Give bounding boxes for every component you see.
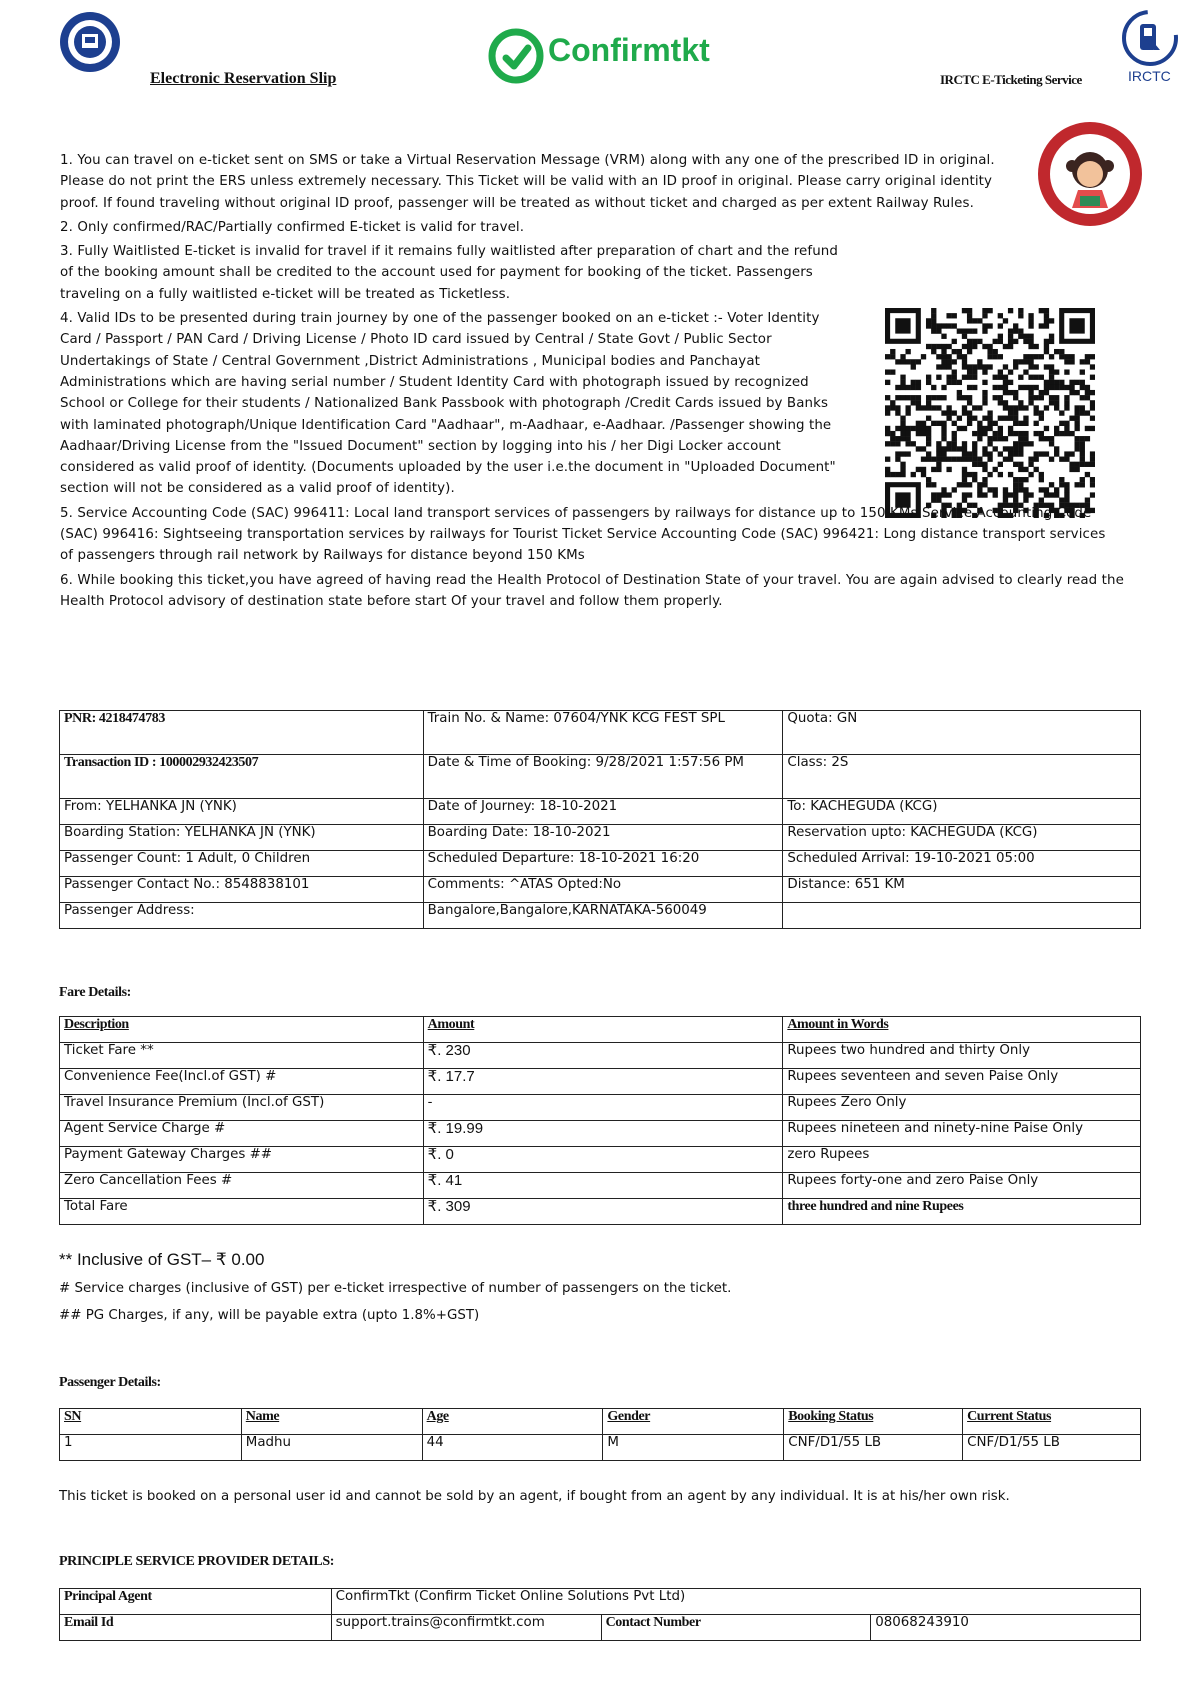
page-title: Electronic Reservation Slip	[150, 70, 337, 87]
instructions	[60, 150, 1150, 615]
brand-name: Confirmtkt	[548, 32, 710, 68]
contact-number-value: 08068243910	[871, 1615, 1141, 1641]
fare-table	[59, 1016, 1141, 1225]
irctc-logo	[1120, 8, 1180, 88]
irctc-label: IRCTC	[1128, 68, 1171, 84]
passenger-age: 44	[422, 1435, 603, 1461]
service-charge-note: # Service charges (inclusive of GST) per e-ticket irrespective of number of passengers on the ticket.	[59, 1281, 732, 1296]
departure: Scheduled Departure: 18-10-2021 16:20	[423, 851, 783, 877]
note-3: 3. Fully Waitlisted E-ticket is invalid for travel if it remains fully waitlisted after preparation of chart and the refund of the booking amount shall be credited to the account used for payment for booking of the ticket. Passengers traveling on a fully waitlisted e-ticket will be treated as Ticketless.	[60, 244, 838, 302]
booking-time: Date & Time of Booking: 9/28/2021 1:57:56 PM	[423, 755, 783, 799]
passenger-title: Passenger Details:	[59, 1375, 161, 1390]
passenger-name: Madhu	[241, 1435, 422, 1461]
provider-title: PRINCIPLE SERVICE PROVIDER DETAILS:	[59, 1554, 335, 1569]
booking-status: CNF/D1/55 LB	[784, 1435, 963, 1461]
principal-agent-label: Principal Agent	[60, 1589, 332, 1615]
fare-header-amount: Amount	[423, 1017, 783, 1043]
provider-table	[59, 1588, 1141, 1641]
total-fare-label: Total Fare	[60, 1199, 424, 1225]
fare-words: Rupees forty-one and zero Paise Only	[783, 1173, 1141, 1199]
indian-railways-logo	[58, 10, 122, 74]
passenger-header-current-status: Current Status	[963, 1409, 1141, 1435]
pnr: PNR: 4218474783	[60, 711, 424, 755]
contact-number-label: Contact Number	[601, 1615, 871, 1641]
fare-words: Rupees nineteen and ninety-nine Paise Only	[783, 1121, 1141, 1147]
journey-table	[59, 710, 1141, 929]
journey-date: Date of Journey: 18-10-2021	[423, 799, 783, 825]
from: From: YELHANKA JN (YNK)	[60, 799, 424, 825]
address-label: Passenger Address:	[60, 903, 424, 929]
fare-title: Fare Details:	[59, 985, 131, 1000]
fare-header-words: Amount in Words	[783, 1017, 1141, 1043]
comments: Comments: ^ATAS Opted:No	[423, 877, 783, 903]
fare-words: zero Rupees	[783, 1147, 1141, 1173]
fare-description: Payment Gateway Charges ##	[60, 1147, 424, 1173]
total-fare-words: three hundred and nine Rupees	[783, 1199, 1141, 1225]
note-2: 2. Only confirmed/RAC/Partially confirmed E-ticket is valid for travel.	[60, 219, 525, 235]
email-value: support.trains@confirmtkt.com	[331, 1615, 601, 1641]
passenger-header-name: Name	[241, 1409, 422, 1435]
contact-number: Passenger Contact No.: 8548838101	[60, 877, 424, 903]
boarding-date: Boarding Date: 18-10-2021	[423, 825, 783, 851]
note-1: 1. You can travel on e-ticket sent on SMS or take a Virtual Reservation Message (VRM) along with any one of the prescribed ID in original. Please do not print the ERS unless extremely necessary. This Ticket will be valid with an ID proof in original. Please carry original identity proof. If found traveling without original ID proof, passenger will be treated as without ticket and charged as per extent Railway Rules.	[60, 153, 995, 211]
fare-amount: ₹. 19.99	[423, 1121, 783, 1147]
passenger-header-booking-status: Booking Status	[784, 1409, 963, 1435]
fare-amount: ₹. 17.7	[423, 1069, 783, 1095]
fare-words: Rupees seventeen and seven Paise Only	[783, 1069, 1141, 1095]
quota: Quota: GN	[783, 711, 1141, 755]
fare-words: Rupees Zero Only	[783, 1095, 1141, 1121]
fare-words: Rupees two hundred and thirty Only	[783, 1043, 1141, 1069]
transaction-id: Transaction ID : 100002932423507	[60, 755, 424, 799]
disclaimer: This ticket is booked on a personal user id and cannot be sold by an agent, if bought from an agent by any individual. It is at his/her own risk.	[59, 1489, 1010, 1504]
service-label: IRCTC E-Ticketing Service	[940, 72, 1082, 87]
total-fare-amount: ₹. 309	[423, 1199, 783, 1225]
boarding-station: Boarding Station: YELHANKA JN (YNK)	[60, 825, 424, 851]
distance: Distance: 651 KM	[783, 877, 1141, 903]
passenger-sn: 1	[60, 1435, 242, 1461]
passenger-header-age: Age	[422, 1409, 603, 1435]
fare-amount: -	[423, 1095, 783, 1121]
address: Bangalore,Bangalore,KARNATAKA-560049	[423, 903, 783, 929]
current-status: CNF/D1/55 LB	[963, 1435, 1141, 1461]
confirmtkt-logo	[488, 26, 718, 86]
pg-charge-note: ## PG Charges, if any, will be payable extra (upto 1.8%+GST)	[59, 1308, 480, 1323]
passenger-header-gender: Gender	[603, 1409, 784, 1435]
class: Class: 2S	[783, 755, 1141, 799]
fare-description: Travel Insurance Premium (Incl.of GST)	[60, 1095, 424, 1121]
empty-cell	[783, 903, 1141, 929]
note-4: 4. Valid IDs to be presented during train journey by one of the passenger booked on an e-ticket :- Voter Identity Card / Passport / PAN Card / Driving License / Photo ID card issued by Central / State Govt / Public Sector Undertakings of State / Central Government ,District Administrations , Municipal bodies and Panchayat Administrations which are having serial number / Student Identity Card with photograph issued by recognized School or College for their students / Nationalized Bank Passbook with photograph /Credit Cards issued by Banks with laminated photograph/Unique Identification Card "Aadhaar", m-Aadhaar, e-Aadhaar. /Passenger showing the Aadhaar/Driving License from the "Issued Document" section by logging into his / her Digi Locker account considered as valid proof of identity. (Documents uploaded by the user i.e.the document in "Uploaded Document" section will not be considered as a valid proof of identity).	[60, 311, 836, 497]
arrival: Scheduled Arrival: 19-10-2021 05:00	[783, 851, 1141, 877]
train-name: Train No. & Name: 07604/YNK KCG FEST SPL	[423, 711, 783, 755]
gst-note: ** Inclusive of GST– ₹ 0.00	[59, 1250, 265, 1269]
fare-amount: ₹. 41	[423, 1173, 783, 1199]
fare-description: Agent Service Charge #	[60, 1121, 424, 1147]
fare-amount: ₹. 230	[423, 1043, 783, 1069]
passenger-header-sn: SN	[60, 1409, 242, 1435]
fare-description: Convenience Fee(Incl.of GST) #	[60, 1069, 424, 1095]
fare-header-description: Description	[60, 1017, 424, 1043]
email-label: Email Id	[60, 1615, 332, 1641]
reservation-upto: Reservation upto: KACHEGUDA (KCG)	[783, 825, 1141, 851]
fare-amount: ₹. 0	[423, 1147, 783, 1173]
principal-agent-value: ConfirmTkt (Confirm Ticket Online Solutions Pvt Ltd)	[331, 1589, 1140, 1615]
table-row	[60, 1435, 1141, 1461]
passenger-count: Passenger Count: 1 Adult, 0 Children	[60, 851, 424, 877]
passenger-gender: M	[603, 1435, 784, 1461]
passenger-table	[59, 1408, 1141, 1461]
note-6: 6. While booking this ticket,you have agreed of having read the Health Protocol of Destination State of your travel. You are again advised to clearly read the Health Protocol advisory of destination state before start Of your travel and follow them properly.	[60, 572, 1124, 609]
note-5: 5. Service Accounting Code (SAC) 996411: Local land transport services of passengers by railways for distance up to 150 KMs Service Accounting Code (SAC) 996416: Sightseeing transportation services by railways for Tourist Ticket Service Accounting Code (SAC) 996421: Long distance transport services of passengers through rail network by Railways for distance beyond 150 KMs	[60, 505, 1106, 564]
to: To: KACHEGUDA (KCG)	[783, 799, 1141, 825]
fare-description: Ticket Fare **	[60, 1043, 424, 1069]
fare-description: Zero Cancellation Fees #	[60, 1173, 424, 1199]
